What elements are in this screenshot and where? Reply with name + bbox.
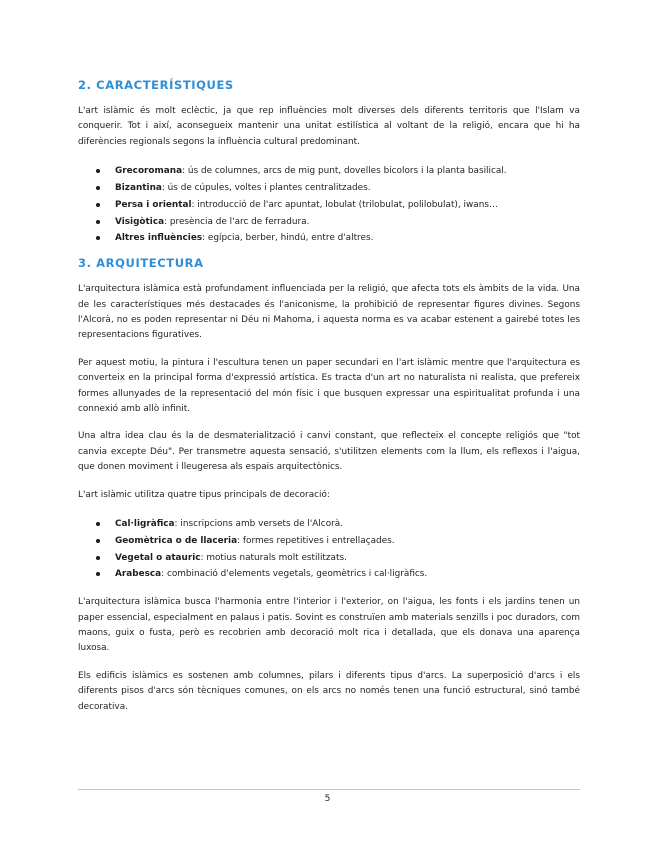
list-item-term: Geomètrica o de llaceria — [115, 535, 238, 546]
list-item-text: : motius naturals molt estilitzats. — [200, 552, 347, 563]
paragraph: Per aquest motiu, la pintura i l'escultura tenen un paper secundari en l'art islàmic mentre que l'arquitectura es converteix en la principal forma d'expressió artística. Es tracta d'un art no naturalista ni realista, que prefereix formes allunyades de la representació del món físic i que busquen expressar una espiritualitat profunda i una connexió amb allò infinit. — [78, 357, 580, 415]
bullet-icon — [96, 186, 100, 190]
page-number: 5 — [324, 794, 331, 804]
list-item-text: : presència de l'arc de ferradura. — [164, 216, 310, 227]
list-item-text: : ús de cúpules, voltes i plantes centralitzades. — [161, 183, 371, 194]
list-item — [96, 550, 580, 567]
list-item — [96, 566, 580, 583]
paragraph: L'art islàmic és molt eclèctic, ja que rep influències molt diverses dels diferents territoris que l'Islam va conquerir. Tot i així, aconsegueix mantenir una unitat estilística al voltant de la religió, encara que hi ha diferències regionals segons la influència cultural predominant. — [78, 106, 580, 147]
bullet-icon — [96, 522, 100, 526]
list-item-text: : introducció de l'arc apuntat, lobulat (trilobulat, polilobulat), iwans… — [191, 199, 498, 210]
document-page — [78, 72, 580, 715]
list-item-text: : combinació d'elements vegetals, geomètrics i cal·ligràfics. — [161, 569, 428, 580]
bullet-icon — [96, 556, 100, 560]
paragraph: Els edificis islàmics es sostenen amb columnes, pilars i diferents tipus d'arcs. La superposició d'arcs i els diferents pisos d'arcs són tècniques comunes, on els arcs no només tenen una funció estructural, sinó també decorativa. — [78, 670, 580, 712]
list-item-term: Visigòtica — [115, 216, 165, 227]
paragraph: Una altra idea clau és la de desmaterialització i canvi constant, que reflecteix el concepte religiós que "tot canvia excepte Déu". Per transmetre aquesta sensació, s'utilitzen elements com la llum, els reflexos i l'aigua, que donen moviment i lleugeresa als espais arquitectònics. — [78, 431, 580, 473]
paragraph: L'arquitectura islàmica està profundament influenciada per la religió, que afecta tots els àmbits de la vida. Una de les característiques més destacades és l'aniconisme, la prohibició de representar figures divines. Segons l'Alcorà, no es poden representar ni Déu ni Mahoma, i aquesta norma es va acabar estenent a gairebé totes les representacions figuratives. — [78, 284, 580, 341]
list-item — [96, 180, 580, 197]
section-heading-arquitectura: 3. ARQUITECTURA — [78, 256, 204, 271]
list-item-text: : formes repetitives i entrellaçades. — [237, 535, 395, 546]
list-item-term: Grecoromana — [115, 166, 183, 177]
bullet-icon — [96, 169, 100, 173]
list-item-term: Altres influències — [115, 233, 203, 244]
influences-list — [78, 163, 580, 247]
list-item-text: : inscripcions amb versets de l'Alcorà. — [174, 519, 344, 530]
bullet-icon — [96, 539, 100, 543]
list-item-text: : egípcia, berber, hindú, entre d'altres. — [202, 233, 374, 244]
bullet-icon — [96, 236, 100, 240]
list-item — [96, 197, 580, 214]
list-item-term: Persa i oriental — [115, 199, 192, 210]
list-item-term: Arabesca — [115, 569, 162, 580]
paragraph: L'art islàmic utilitza quatre tipus principals de decoració: — [78, 489, 330, 500]
paragraph: L'arquitectura islàmica busca l'harmonia entre l'interior i l'exterior, on l'aigua, les fonts i els jardins tenen un paper essencial, especialment en palaus i patis. Sovint es construïen amb materials senzills i poc duradors, com maons, guix o fusta, però es recobrien amb decoració molt rica i detallada, que els donava una aparença luxosa. — [78, 597, 580, 654]
section-heading-caracteristiques: 2. CARACTERÍSTIQUES — [78, 78, 234, 92]
list-item-term: Vegetal o atauric — [115, 552, 201, 563]
list-item-term: Bizantina — [115, 183, 162, 194]
bullet-icon — [96, 220, 100, 224]
list-item — [96, 214, 580, 231]
bullet-icon — [96, 203, 100, 207]
bullet-icon — [96, 572, 100, 576]
list-item — [96, 230, 580, 247]
list-item — [96, 533, 580, 550]
list-item-text: : ús de columnes, arcs de mig punt, dovelles bicolors i la planta basilical. — [182, 166, 507, 177]
list-item — [96, 163, 580, 180]
decoration-types-list — [78, 516, 580, 583]
list-item — [96, 516, 580, 533]
list-item-term: Cal·ligràfica — [115, 519, 175, 530]
footer-divider — [78, 789, 580, 790]
